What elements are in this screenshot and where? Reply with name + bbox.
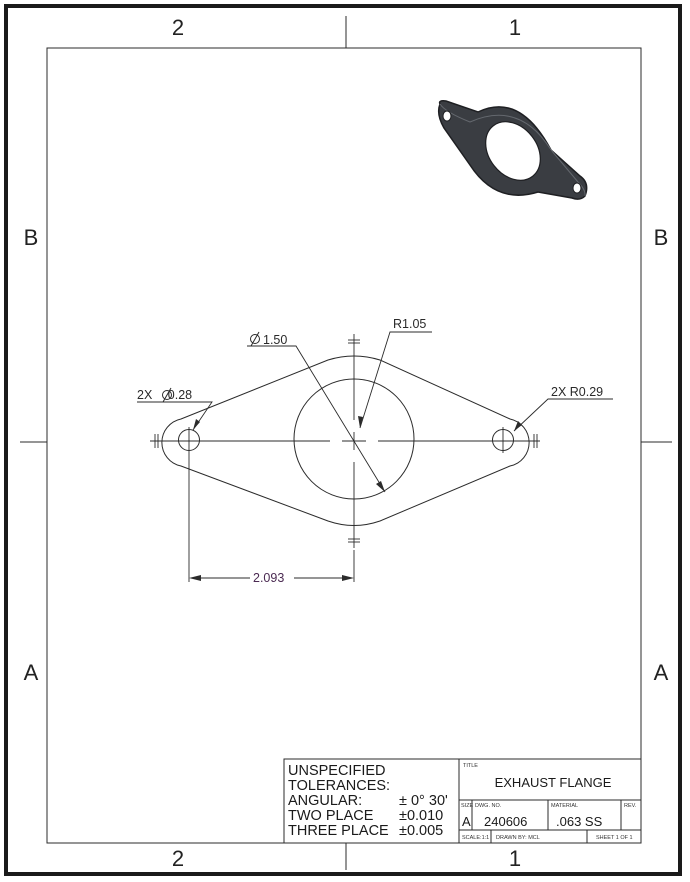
end-radius-dimension: 2X R0.29 bbox=[551, 385, 604, 399]
size-value: A bbox=[462, 814, 471, 829]
zone-label-top-1: 1 bbox=[508, 15, 522, 40]
angular-label: ANGULAR: bbox=[288, 793, 363, 809]
zone-label-bottom-1: 1 bbox=[508, 846, 522, 871]
bore-diameter-dimension: 1.50 bbox=[263, 333, 288, 347]
isometric-part-preview bbox=[439, 101, 587, 199]
zone-label-right-a: A bbox=[653, 660, 669, 685]
material-value: .063 SS bbox=[556, 814, 603, 829]
size-label: SIZE bbox=[461, 803, 474, 809]
drawing-title: EXHAUST FLANGE bbox=[494, 775, 612, 790]
two-place-value: ±0.010 bbox=[399, 808, 444, 824]
dimension-leaders bbox=[137, 332, 613, 582]
dwg-no-label: DWG. NO. bbox=[475, 803, 502, 809]
three-place-value: ±0.005 bbox=[399, 823, 444, 839]
zone-ticks bbox=[20, 16, 672, 870]
zone-label-top-2: 2 bbox=[171, 15, 185, 40]
zone-label-left-a: A bbox=[23, 660, 39, 685]
zone-label-left-b: B bbox=[23, 225, 39, 250]
center-lines bbox=[150, 334, 540, 548]
two-place-label: TWO PLACE bbox=[288, 808, 374, 824]
zone-label-right-b: B bbox=[653, 225, 669, 250]
material-label: MATERIAL bbox=[551, 803, 579, 809]
zone-label-bottom-2: 2 bbox=[171, 846, 185, 871]
three-place-label: THREE PLACE bbox=[288, 823, 389, 839]
rev-label: REV. bbox=[624, 803, 637, 809]
outer-radius-dimension: R1.05 bbox=[393, 317, 427, 331]
hole-diameter-dimension: 2X 0.28 bbox=[137, 388, 193, 402]
center-distance-dimension: 2.093 bbox=[253, 571, 285, 585]
angular-value: ± 0° 30' bbox=[399, 793, 448, 809]
title-label: TITLE bbox=[463, 763, 478, 769]
tolerances-heading-2: TOLERANCES: bbox=[288, 778, 391, 794]
tolerances-heading-1: UNSPECIFIED bbox=[288, 763, 386, 779]
scale-label: SCALE:1:1 bbox=[462, 835, 490, 841]
sheet-label: SHEET 1 OF 1 bbox=[596, 835, 633, 841]
dwg-no-value: 240606 bbox=[484, 814, 528, 829]
drawn-by-label: DRAWN BY: MCL bbox=[496, 835, 540, 841]
